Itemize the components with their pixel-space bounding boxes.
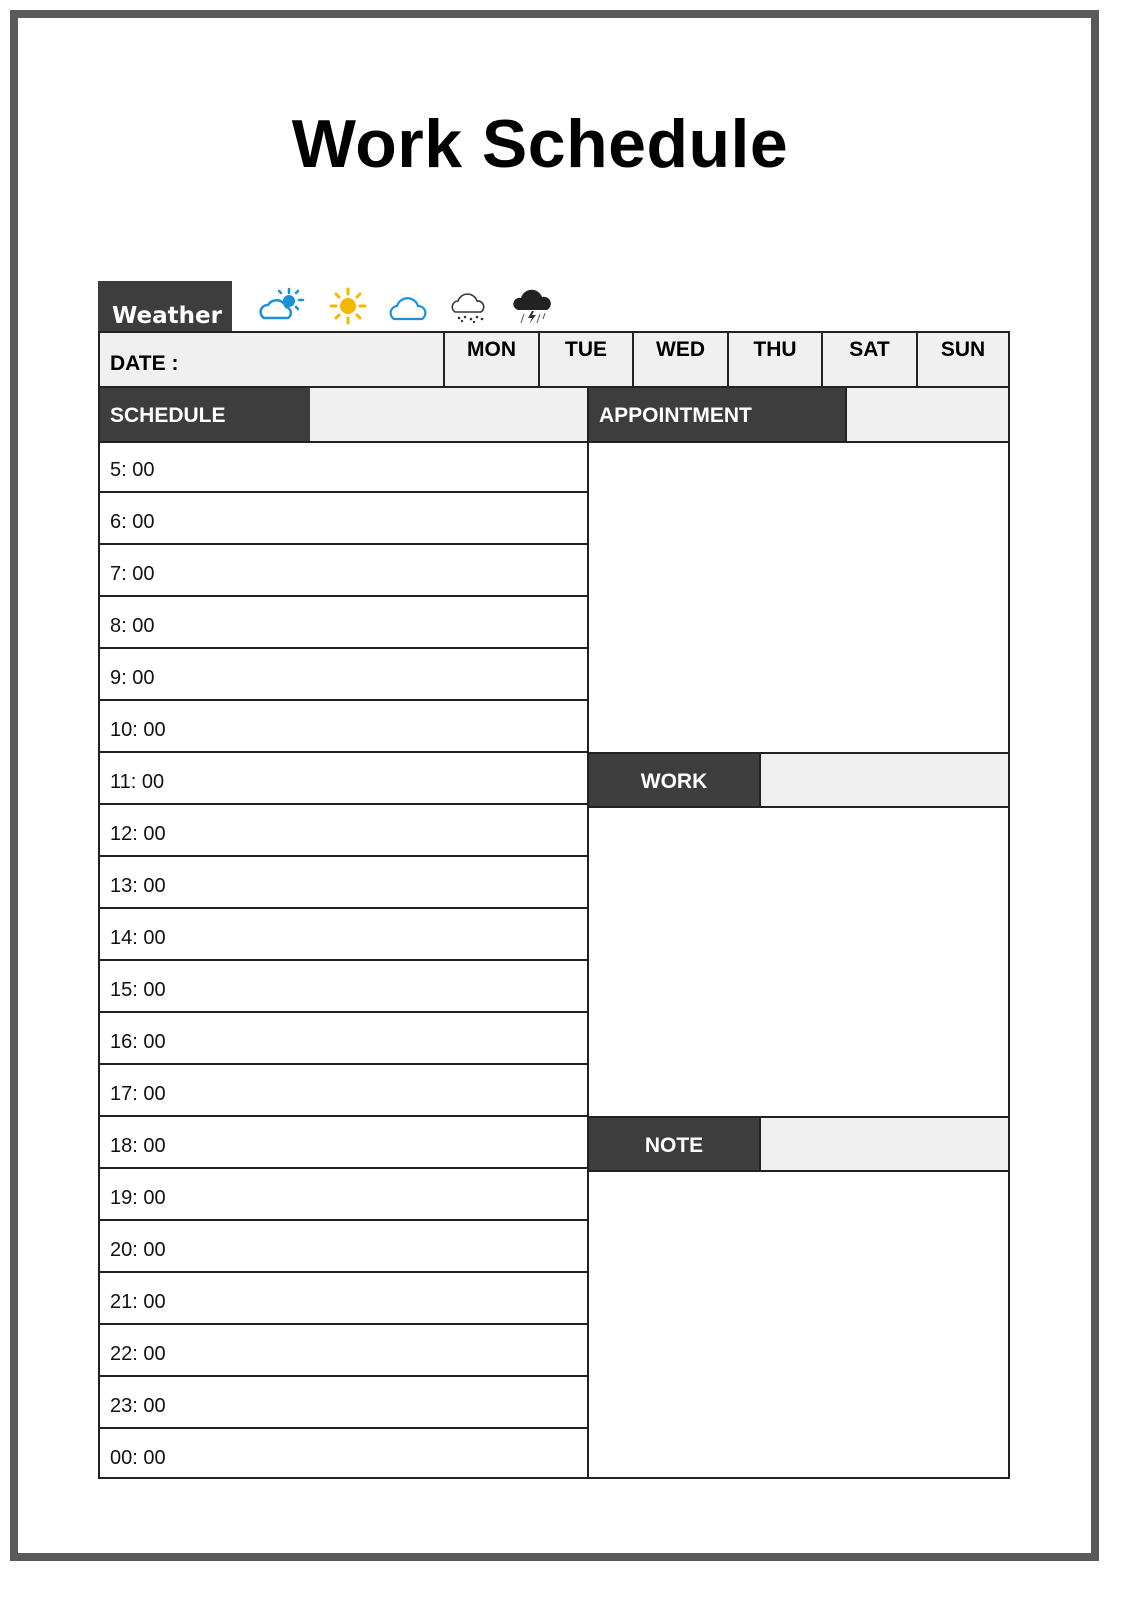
time-slot-row[interactable]: 00: 00 [110, 1447, 166, 1469]
time-slot-row[interactable]: 5: 00 [100, 441, 588, 493]
time-slot-row[interactable]: 17: 00 [100, 1065, 588, 1117]
snow-icon[interactable] [446, 286, 496, 328]
page-title: Work Schedule [291, 106, 789, 182]
thunderstorm-icon[interactable] [510, 286, 560, 328]
note-area[interactable] [589, 1170, 1008, 1477]
work-header-row [589, 752, 1008, 808]
time-slot-row[interactable]: 14: 00 [100, 909, 588, 961]
schedule-table [98, 331, 1010, 1479]
day-sat[interactable]: SAT [821, 333, 916, 386]
appointment-area[interactable] [589, 441, 1008, 753]
appointment-header: APPOINTMENT [589, 388, 847, 441]
day-tue[interactable]: TUE [538, 333, 632, 386]
time-slot-row[interactable]: 21: 00 [100, 1273, 588, 1325]
date-row [100, 333, 1008, 388]
time-slot-row[interactable]: 6: 00 [100, 493, 588, 545]
time-slot-row[interactable]: 13: 00 [100, 857, 588, 909]
cloudy-icon[interactable] [384, 286, 434, 328]
time-slot-row[interactable]: 15: 00 [100, 961, 588, 1013]
time-slot-row[interactable]: 8: 00 [100, 597, 588, 649]
time-slot-row[interactable]: 19: 00 [100, 1169, 588, 1221]
time-slot-row[interactable]: 12: 00 [100, 805, 588, 857]
time-slot-row[interactable]: 9: 00 [100, 649, 588, 701]
time-slot-row[interactable]: 20: 00 [100, 1221, 588, 1273]
partly-sunny-icon[interactable] [256, 286, 306, 328]
weather-label: Weather [98, 281, 232, 341]
time-slot-row[interactable]: 11: 00 [100, 753, 588, 805]
time-slots [100, 441, 588, 1481]
day-mon[interactable]: MON [443, 333, 538, 386]
time-slot-row[interactable]: 22: 00 [100, 1325, 588, 1377]
note-header-row [589, 1116, 1008, 1172]
time-slot-row[interactable]: 18: 00 [100, 1117, 588, 1169]
work-header: WORK [589, 754, 761, 806]
sunny-icon[interactable] [323, 286, 373, 328]
work-area[interactable] [589, 806, 1008, 1116]
day-thu[interactable]: THU [727, 333, 821, 386]
day-wed[interactable]: WED [632, 333, 727, 386]
time-slot-row[interactable]: 23: 00 [100, 1377, 588, 1429]
schedule-header: SCHEDULE [100, 388, 310, 441]
day-sun[interactable]: SUN [916, 333, 1008, 386]
time-slot-row[interactable]: 10: 00 [100, 701, 588, 753]
section-header-row [100, 388, 1008, 443]
time-slot-row[interactable]: 16: 00 [100, 1013, 588, 1065]
time-slot-row[interactable]: 7: 00 [100, 545, 588, 597]
note-header: NOTE [589, 1118, 761, 1170]
date-label: DATE : [110, 352, 179, 375]
